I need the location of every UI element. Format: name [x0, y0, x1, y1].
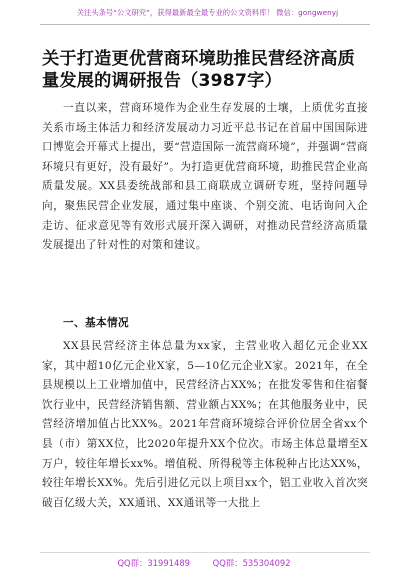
footer-qq-group-1: QQ群：31991489	[117, 558, 190, 568]
section-paragraph: XX县民营经济主体总量为xx家，主营业收入超亿元企业XX家，其中超10亿元企业X家，5—10亿元企业X家。2021年，在全县规模以上工业增加值中，民营经济占XX%；在批发零售和住宿餐饮行业中，民营经济销售额、营业额占XX%；在其他服务业中，民营经济增加值占比XX%。2021年营商环境综合评价位居全省xx个县（市）第XX位，比2020年提升XX个位次。市场主体总量增至X万户，较往年增长xx%。增值税、所得税等主体税种占比达XX%，较往年增长XX%。先后引进亿元以上项目xx个，铝工业收入首次突破百亿级大关，XX通讯、XX通讯等一大批上	[42, 340, 368, 509]
footer-qq-group-2: QQ群：535304092	[212, 558, 291, 568]
section-heading: 一、基本情况	[63, 317, 129, 329]
intro-section	[42, 99, 368, 256]
header-notice: 关注头条号“公文研究”，获得最新最全最专业的公文资料库！ 微信：gongwenyj	[76, 8, 339, 17]
header-divider	[40, 24, 370, 25]
document-title: 关于打造更优营商环境助推民营经济高质量发展的调研报告（3987字）	[42, 49, 355, 91]
intro-paragraph: 一直以来，营商环境作为企业生存发展的土壤，上质优劣直接关系市场主体活力和经济发展动力习近平总书记在首届中国国际进口博览会开幕式上提出，要“营造国际一流营商环境”，并强调“营商环境只有更好，没有最好”。为打造更优营商环境，助推民营企业高质量发展。XX县委统战部和县工商联成立调研专班，坚持问题导向，聚焦民营企业发展，通过集中座谈、个别交流、电话询问入企走访、征求意见等有效形式展开深入调研，对推动民营经济高质量发展提出了针对性的对策和建议。	[42, 102, 368, 252]
basic-situation-section	[42, 337, 368, 513]
footer-divider	[40, 552, 370, 553]
footer	[0, 557, 408, 569]
